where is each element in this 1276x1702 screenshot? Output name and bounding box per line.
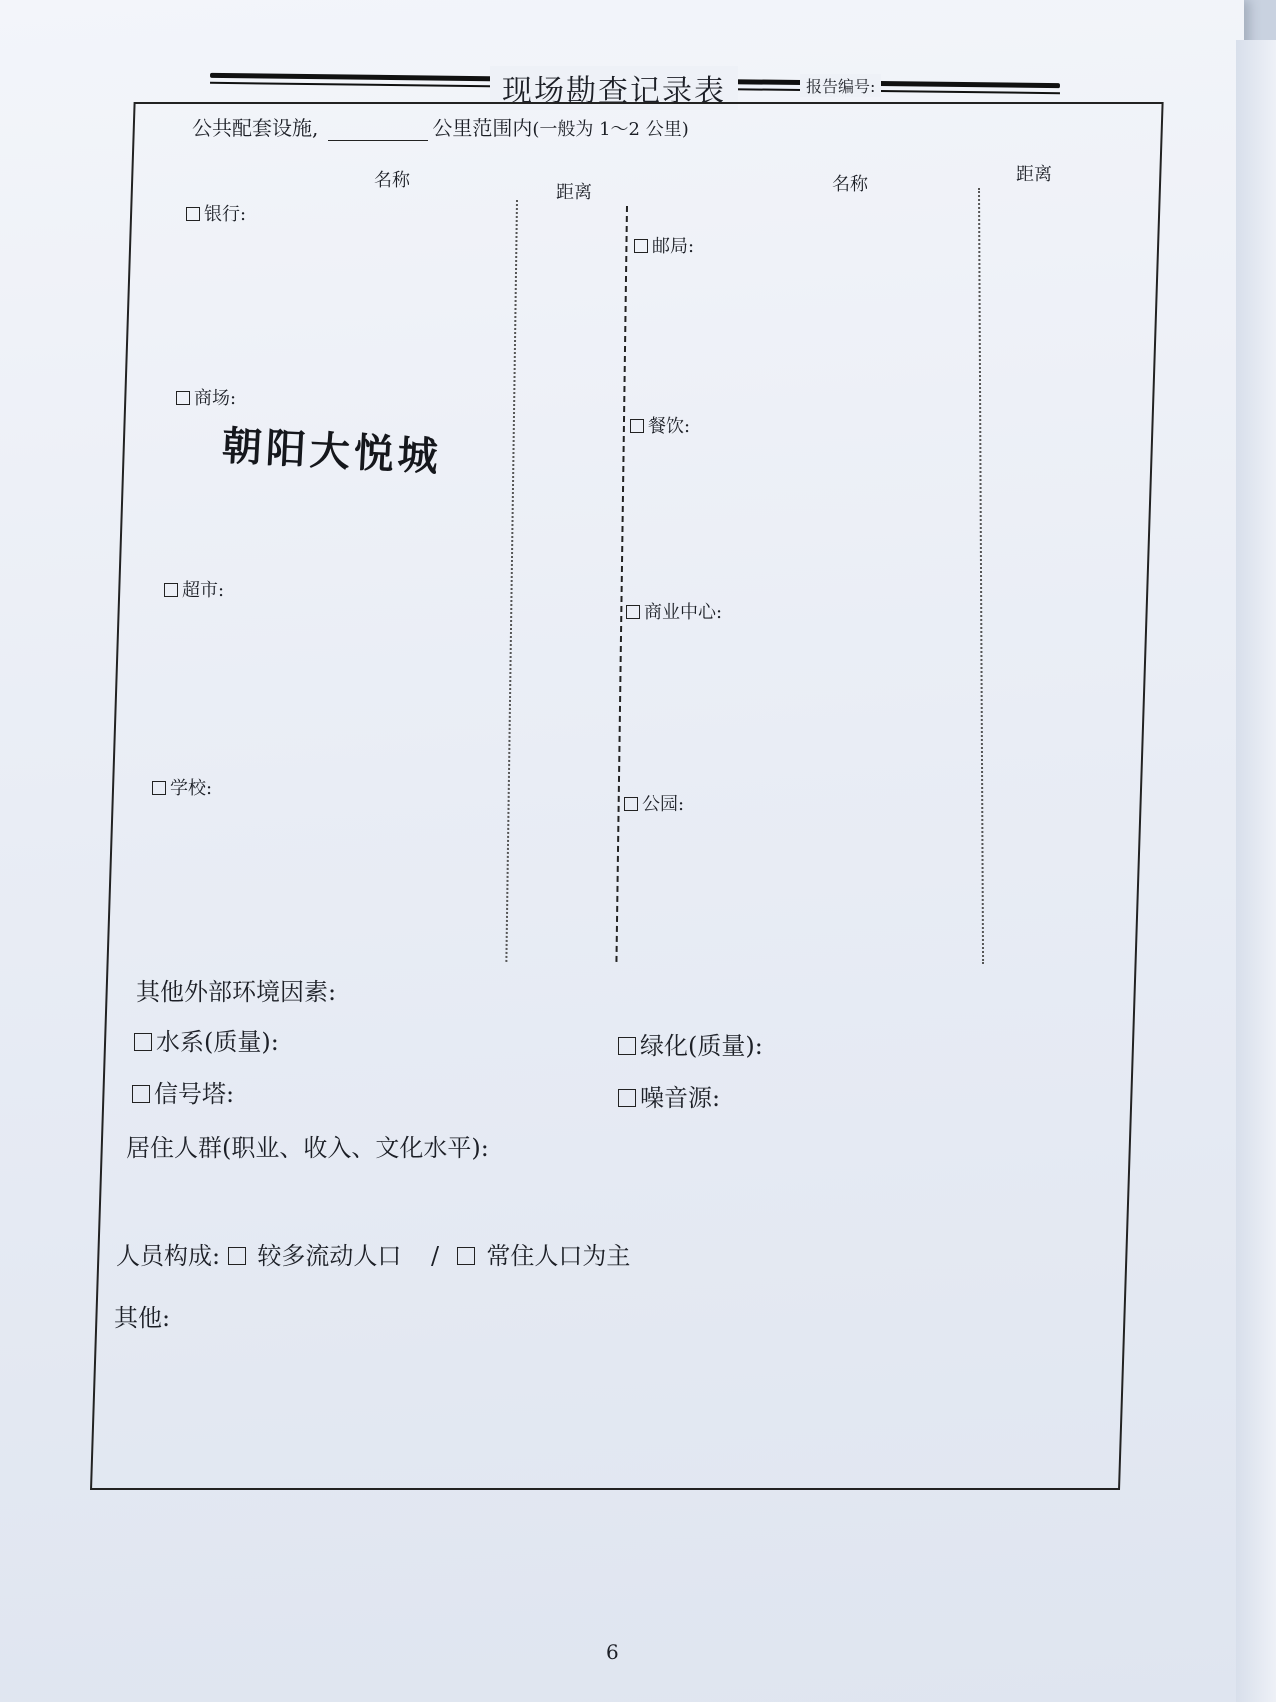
facilities-intro-right: 公里范围内 bbox=[432, 116, 533, 140]
form-header bbox=[210, 60, 1060, 109]
facility-dining: 餐饮: bbox=[630, 412, 690, 438]
facilities-intro-note: (一般为 1～2 公里) bbox=[532, 119, 689, 140]
facility-bank: 银行: bbox=[186, 200, 246, 226]
col-header-name-left: 名称 bbox=[374, 170, 410, 191]
facility-school: 学校: bbox=[152, 774, 212, 800]
composition-label: 人员构成: bbox=[116, 1242, 221, 1270]
env-water: 水系(质量): bbox=[134, 1022, 279, 1057]
facilities-intro-left: 公共配套设施, bbox=[192, 116, 319, 140]
checkbox-supermarket[interactable] bbox=[164, 583, 178, 597]
form-title: 现场勘查记录表 bbox=[490, 66, 738, 110]
option-resident-population: 常住人口为主 bbox=[486, 1242, 631, 1270]
report-number-label: 报告编号: bbox=[800, 74, 881, 97]
env-residents: 居住人群(职业、收入、文化水平): bbox=[126, 1134, 489, 1162]
checkbox-resident-population[interactable] bbox=[457, 1247, 475, 1265]
facilities-intro bbox=[192, 112, 689, 141]
checkbox-noise[interactable] bbox=[618, 1089, 636, 1107]
env-signal-tower: 信号塔: bbox=[132, 1074, 234, 1109]
underlying-sheet-edge bbox=[1236, 40, 1276, 1702]
checkbox-bank[interactable] bbox=[186, 207, 200, 221]
facility-post-office: 邮局: bbox=[634, 232, 694, 258]
env-other: 其他: bbox=[114, 1304, 171, 1332]
facility-supermarket: 超市: bbox=[164, 576, 224, 602]
checkbox-commercial-center[interactable] bbox=[626, 605, 640, 619]
facility-park: 公园: bbox=[624, 790, 684, 816]
checkbox-greenery[interactable] bbox=[618, 1037, 636, 1055]
checkbox-school[interactable] bbox=[152, 781, 166, 795]
page-number: 6 bbox=[606, 1640, 619, 1664]
checkbox-dining[interactable] bbox=[630, 419, 644, 433]
option-separator: / bbox=[431, 1242, 440, 1270]
env-greenery: 绿化(质量): bbox=[618, 1026, 763, 1061]
env-noise: 噪音源: bbox=[618, 1078, 720, 1113]
col-header-distance-right: 距离 bbox=[1016, 164, 1052, 185]
checkbox-water[interactable] bbox=[134, 1033, 152, 1051]
facility-commercial-center: 商业中心: bbox=[626, 598, 722, 624]
facility-mall: 商场: bbox=[176, 384, 236, 410]
checkbox-signal-tower[interactable] bbox=[132, 1085, 150, 1103]
checkbox-post-office[interactable] bbox=[634, 239, 648, 253]
option-floating-population: 较多流动人口 bbox=[257, 1242, 402, 1270]
handwritten-mall-name: 朝阳大悦城 bbox=[220, 423, 443, 481]
col-header-distance-left: 距离 bbox=[556, 182, 592, 203]
environment-heading: 其他外部环境因素: bbox=[136, 978, 337, 1006]
checkbox-mall[interactable] bbox=[176, 391, 190, 405]
checkbox-park[interactable] bbox=[624, 797, 638, 811]
env-composition bbox=[116, 1236, 630, 1271]
radius-blank[interactable] bbox=[328, 118, 428, 141]
col-header-name-right: 名称 bbox=[832, 174, 868, 195]
checkbox-floating-population[interactable] bbox=[228, 1247, 246, 1265]
